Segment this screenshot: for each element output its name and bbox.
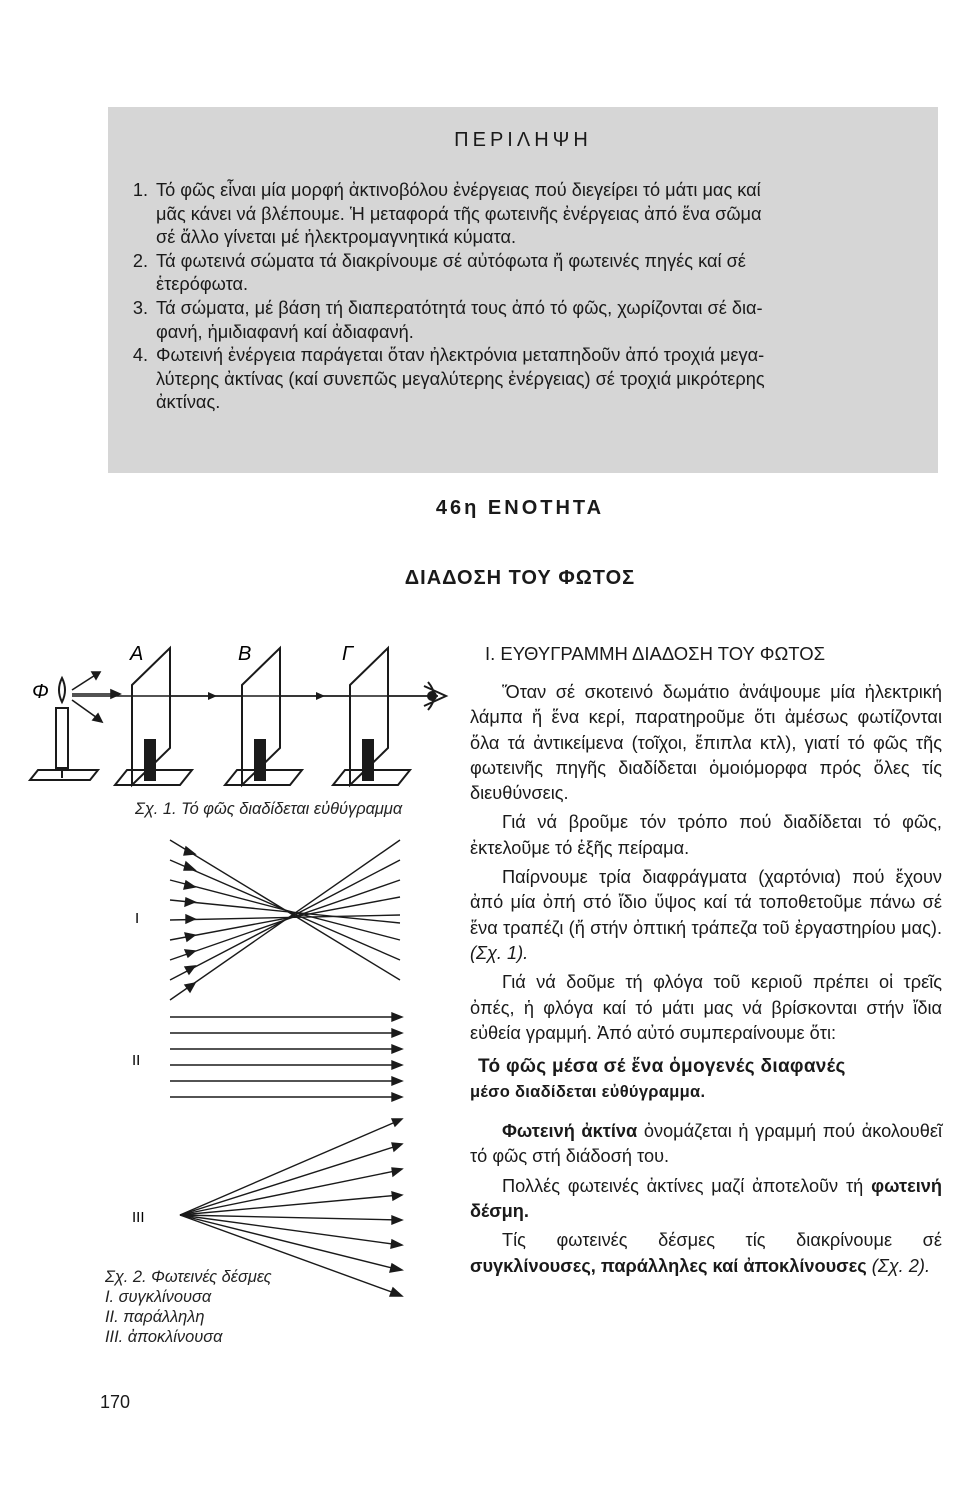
screen-b-label: Β [238,643,252,665]
converging-beam [170,840,400,1000]
page-number: 170 [100,1392,131,1412]
unit-title: 46η ΕΝΟΤΗΤΑ [435,497,605,519]
key-statement-line: Τό φῶς μέσα σέ ἕνα ὁμογενές διαφανές [478,1056,846,1078]
summary-title: ΠΕΡΙΛΗΨΗ [454,129,592,151]
term: φωτεινή δέσμη. [470,1175,942,1222]
summary-list [118,179,928,415]
paragraph [470,1174,942,1225]
figure-2-caption [105,1267,272,1347]
summary-item-number: 3. [132,297,148,318]
summary-item-line: σέ ἄλλο γίνεται μέ ἡλεκτρομαγνητικά κύματα. [156,227,517,248]
figure-1-caption: Σχ. 1. Τό φῶς διαδίδεται εὐθύγραμμα [135,800,403,818]
paragraph-text: Τίς φωτεινές δέσμες τίς διακρίνουμε σέ [502,1230,942,1251]
paragraph-text: Παίρνουμε τρία διαφράγματα (χαρτόνια) πού ἔχουν ἀπό μία ὀπή στό ἴδιο ὕψος καί τά τοποθετοῦμε πάνω σέ ἕνα τραπέζι (ἤ στήν ὀπτική τράπεζα τοῦ ἐργαστηρίου μας). [470,867,942,938]
paragraph: Ὅταν σέ σκοτεινό δωμάτιο ἀνάψουμε μία ἠλεκτρική λάμπα ἤ ἕνα κερί, παρατηροῦμε ὅτι ἀμέσως φωτίζονται ὅλα τά ἀντικείμενα (τοῖχοι, ἔπιπλα κτλ), γιατί τό φῶς τῆς φωτεινῆς πηγῆς διαδίδεται ὁμοιόμορφα πρός ὅλες τίς διευθύνσεις. [470,682,942,804]
section-title: Ι. ΕΥΘΥΓΡΑΜΜΗ ΔΙΑΔΟΣΗ ΤΟΥ ΦΩΤΟΣ [485,643,826,664]
beam-label-i: Ι [135,910,140,927]
key-statement-line: μέσο διαδίδεται εὐθύγραμμα. [470,1083,706,1102]
summary-item-line: Φωτεινή ἐνέργεια παράγεται ὅταν ἠλεκτρόνια μεταπηδοῦν ἀπό τροχιά μεγα- [156,345,765,366]
summary-item-line: Τά σώματα, μέ βάση τή διαπερατότητά τους ἀπό τό φῶς, χωρίζονται σέ δια- [156,297,763,318]
screen-c-stand [363,740,373,780]
body-column [470,680,942,1283]
screen-a-label: Α [130,643,144,665]
summary-item-line: Τό φῶς εἶναι μία μορφή ἀκτινοβόλου ἐνέργειας πού διεγείρει τό μάτι μας καί [156,180,761,200]
summary-item-number: 4. [132,345,148,366]
paragraph-text: ὀνομάζεται ἡ γραμμή πού ἀκολουθεῖ τό φῶς στή διάδοσή του. [470,1121,943,1167]
parallel-beam [170,1013,402,1101]
chapter-title: ΔΙΑΔΟΣΗ ΤΟΥ ΦΩΤΟΣ [404,567,636,589]
term: συγκλίνουσες, παράλληλες καί ἀποκλίνουσες [470,1255,867,1276]
paragraph-text: Πολλές φωτεινές ἀκτίνες μαζί ἀποτελοῦν τή [502,1175,864,1196]
paragraph: Γιά νά δοῦμε τή φλόγα τοῦ κεριοῦ πρέπει οἱ τρεῖς ὀπές, ἡ φλόγα καί τό μάτι μας νά βρίσκονται στήν ἴδια εὐθεία γραμμή. Ἀπό αὐτό συμπεραίνουμε ὅτι: [470,972,942,1043]
summary-item-line: ἑτερόφωτα. [156,274,249,295]
candle-rays [72,672,120,722]
figure-2-caption-ii: ΙΙ. παράλληλη [105,1308,205,1326]
figure-reference: (Σχ. 2). [871,1255,931,1276]
paragraph: Γιά νά βροῦμε τόν τρόπο πού διαδίδεται τό φῶς, ἐκτελοῦμε τό ἑξῆς πείραμα. [470,812,942,858]
summary-item-line: ἀκτίνας. [156,392,221,413]
figure-2-caption-iii: ΙΙΙ. ἀποκλίνουσα [105,1328,223,1346]
figure-2-caption-title: Σχ. 2. Φωτεινές δέσμες [105,1268,272,1286]
screen-b-stand [255,740,265,780]
paragraph [470,1228,942,1279]
summary-item-line: μᾶς κάνει νά βλέπουμε. Ἡ μεταφορά τῆς φωτεινῆς ἐνέργειας ἀπό ἕνα σῶμα [156,203,762,224]
key-statement [470,1054,942,1105]
paragraph [470,865,942,966]
summary-item [118,179,928,250]
summary-item [118,344,928,415]
summary-item-line: λύτερης ἀκτίνας (καί συνεπῶς μεγαλύτερης ἐνέργειας) σέ τροχιά μικρότερης [156,368,765,389]
screen-a-stand [145,740,155,780]
summary-box [108,107,938,473]
summary-item-number: 1. [132,180,148,200]
summary-item [118,250,928,297]
figure-2-caption-i: Ι. συγκλίνουσα [105,1288,212,1306]
beam-label-iii: ΙΙΙ [132,1209,145,1226]
summary-item-line: Τά φωτεινά σώματα τά διακρίνουμε σέ αὐτόφωτα ἤ φωτεινές πηγές καί σέ [156,250,746,271]
summary-item [118,297,928,344]
summary-item-number: 2. [132,250,148,271]
figure-2-diagram [110,835,430,1315]
beam-label-ii: ΙΙ [132,1052,141,1069]
term: Φωτεινή ἀκτίνα [502,1121,638,1142]
eye-icon [424,682,446,710]
screen-c-label: Γ [342,643,354,665]
source-label: Φ [32,681,49,703]
figure-reference: (Σχ. 1). [470,942,529,963]
summary-item-line: φανή, ἡμιδιαφανή καί ἀδιαφανή. [156,321,414,342]
paragraph [470,1119,942,1170]
